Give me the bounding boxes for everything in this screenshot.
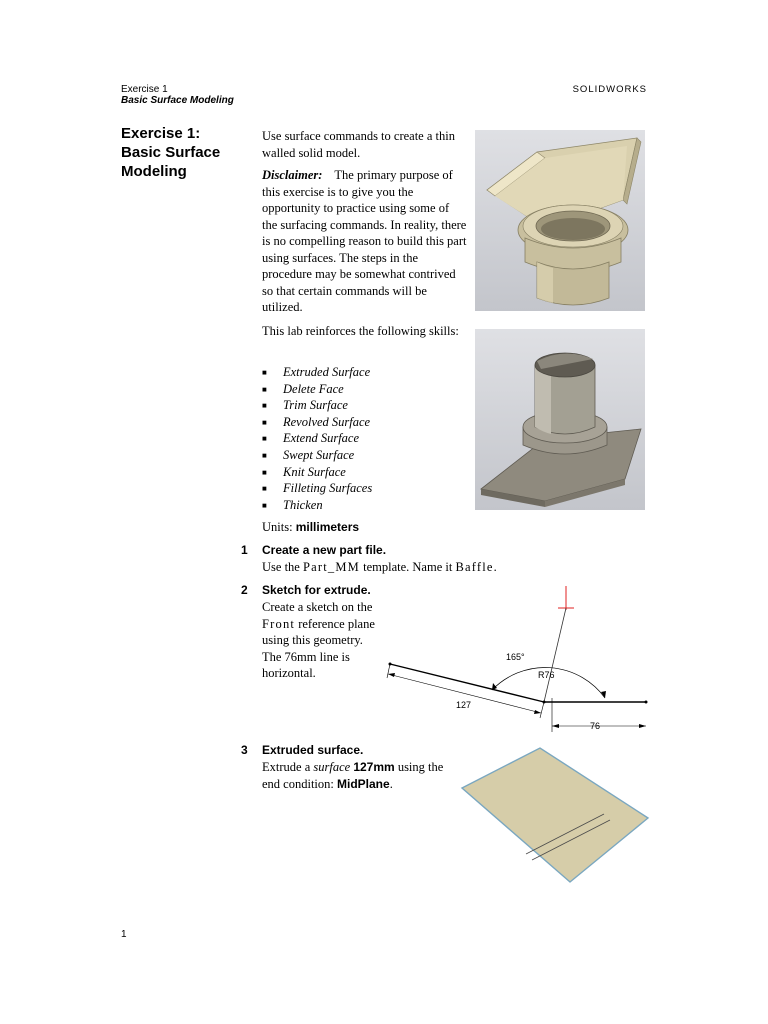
units-value: millimeters bbox=[295, 520, 360, 534]
model-render-top-view-drawing bbox=[475, 130, 645, 311]
bullet-icon: ■ bbox=[262, 450, 267, 460]
page-number: 1 bbox=[121, 929, 127, 940]
header-exercise-label: Exercise 1 bbox=[121, 84, 168, 95]
sketch-geometry-svg bbox=[380, 586, 648, 736]
model-render-bottom-view bbox=[475, 329, 645, 510]
extrude-depth: 127mm bbox=[353, 760, 395, 774]
skills-intro: This lab reinforces the following skills: bbox=[262, 324, 459, 338]
model-render-bottom-view-drawing bbox=[475, 329, 645, 510]
step-1-number: 1 bbox=[241, 543, 248, 557]
disclaimer-text: The primary purpose of this exercise is to give you the opportunity to practice using some of the surfacing commands. In reality, there is no compelling reason to build this part using surfaces. The steps in the procedure may be somewhat contrived so that certain commands will be utilized. bbox=[262, 168, 467, 314]
step-1-text: Use the Part_MM template. Name it Baffle. bbox=[262, 560, 497, 574]
bullet-icon: ■ bbox=[262, 384, 267, 394]
list-item: ■ Trim Surface bbox=[262, 397, 372, 414]
bullet-icon: ■ bbox=[262, 368, 267, 377]
list-item: ■ Delete Face bbox=[262, 381, 372, 398]
list-item: ■ Filleting Surfaces bbox=[262, 480, 372, 497]
units-line bbox=[262, 520, 359, 535]
bullet-icon: ■ bbox=[262, 401, 267, 411]
bullet-icon: ■ bbox=[262, 434, 267, 444]
header-exercise-subtitle: Basic Surface Modeling bbox=[121, 95, 234, 106]
angle-165-label: 165° bbox=[506, 652, 525, 662]
step-3-title: Extruded surface. bbox=[262, 743, 364, 757]
radius-r76-label: R76 bbox=[538, 670, 555, 680]
bullet-icon: ■ bbox=[262, 500, 267, 510]
exercise-title-line-2: Basic Surface bbox=[121, 144, 221, 161]
part-name: Baffle bbox=[455, 560, 494, 574]
list-item: ■ Revolved Surface bbox=[262, 414, 372, 431]
sketch-geometry-diagram bbox=[380, 586, 648, 736]
units-label: Units: bbox=[262, 520, 293, 534]
exercise-title-line-1: Exercise 1: bbox=[121, 125, 201, 142]
running-header-left bbox=[121, 84, 234, 106]
bullet-icon: ■ bbox=[262, 484, 267, 494]
template-name: Part_MM bbox=[302, 560, 360, 574]
skills-list bbox=[262, 364, 372, 513]
step-1-title: Create a new part file. bbox=[262, 543, 387, 557]
list-item: ■ Thicken bbox=[262, 497, 372, 514]
plane-name: Front bbox=[262, 616, 296, 631]
exercise-title bbox=[121, 124, 241, 181]
disclaimer-paragraph bbox=[262, 167, 467, 316]
step-2-text: Create a sketch on the Front reference plane using this geometry. The 76mm line is horizontal. bbox=[262, 600, 375, 680]
intro-paragraph: Use surface commands to create a thin walled solid model. bbox=[262, 129, 455, 160]
dimension-76-label: 76 bbox=[590, 721, 601, 731]
step-3-text: Extrude a surface 127mm using the end condition: MidPlane. bbox=[262, 760, 444, 791]
step-3-number: 3 bbox=[241, 743, 248, 757]
bullet-icon: ■ bbox=[262, 417, 267, 427]
bullet-icon: ■ bbox=[262, 467, 267, 477]
extruded-surface-svg bbox=[460, 746, 650, 884]
exercise-title-line-3: Modeling bbox=[121, 163, 187, 180]
header-brand: SOLIDWORKS bbox=[572, 84, 647, 95]
dimension-127-label: 127 bbox=[456, 700, 472, 710]
end-condition: MidPlane bbox=[337, 776, 390, 791]
disclaimer-label: Disclaimer: bbox=[262, 168, 323, 182]
list-item: ■ Extend Surface bbox=[262, 430, 372, 447]
model-render-top-view bbox=[475, 130, 645, 311]
list-item: ■ Swept Surface bbox=[262, 447, 372, 464]
list-item: ■ Knit Surface bbox=[262, 464, 372, 481]
step-2-number: 2 bbox=[241, 583, 248, 597]
step-2-title: Sketch for extrude. bbox=[262, 583, 371, 597]
list-item: ■ Extruded Surface bbox=[262, 364, 372, 381]
extruded-surface-render bbox=[460, 746, 650, 884]
